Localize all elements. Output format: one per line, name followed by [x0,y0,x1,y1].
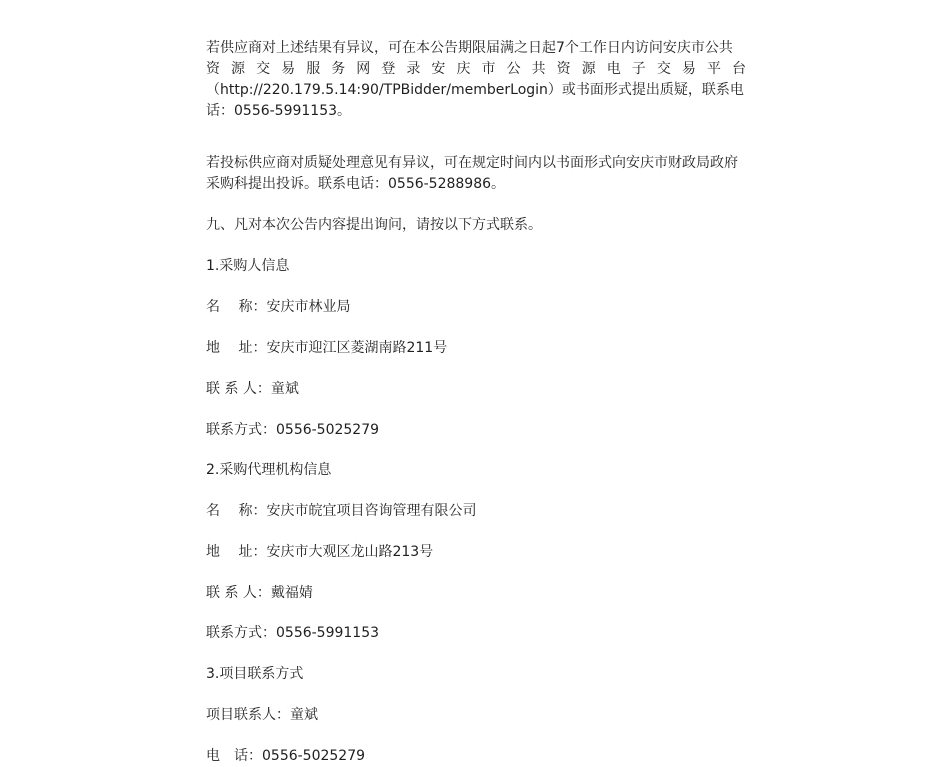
purchaser-title: 1.采购人信息 [206,258,290,274]
purchaser-address: 地 址：安庆市迎江区菱湖南路211号 [206,340,448,356]
project-contact-phone: 电 话：0556-5025279 [206,748,366,764]
complaint-line-2: 采购科提出投诉。联系电话：0556-5288986。 [206,176,506,192]
agency-address: 地 址：安庆市大观区龙山路213号 [206,544,434,560]
challenge-line-1: 若供应商对上述结果有异议，可在本公告期限届满之日起7个工作日内访问安庆市公共 [206,40,733,56]
agency-title: 2.采购代理机构信息 [206,462,332,478]
complaint-line-1: 若投标供应商对质疑处理意见有异议，可在规定时间内以书面形式向安庆市财政局政府 [206,155,738,171]
challenge-line-4: 话：0556-5991153。 [206,103,352,119]
project-contact-person: 项目联系人：童斌 [206,707,318,723]
agency-contact: 联 系 人：戴福婧 [206,585,313,601]
purchaser-phone: 联系方式：0556-5025279 [206,422,380,438]
challenge-line-3: （http://220.179.5.14:90/TPBidder/memberLogin）或书面形式提出质疑，联系电 [206,82,744,98]
agency-phone: 联系方式：0556-5991153 [206,625,380,641]
purchaser-contact: 联 系 人：童斌 [206,381,299,397]
project-contact-title: 3.项目联系方式 [206,666,304,682]
complaint-paragraph [206,153,746,195]
challenge-paragraph [206,38,746,122]
agency-name: 名 称：安庆市皖宜项目咨询管理有限公司 [206,503,477,519]
challenge-line-2: 资 源 交 易 服 务 网 登 录 安 庆 市 公 共 资 源 电 子 交 易 平 台 [206,61,746,77]
section-nine-heading: 九、凡对本次公告内容提出询问，请按以下方式联系。 [206,217,542,233]
purchaser-name: 名 称：安庆市林业局 [206,299,351,315]
